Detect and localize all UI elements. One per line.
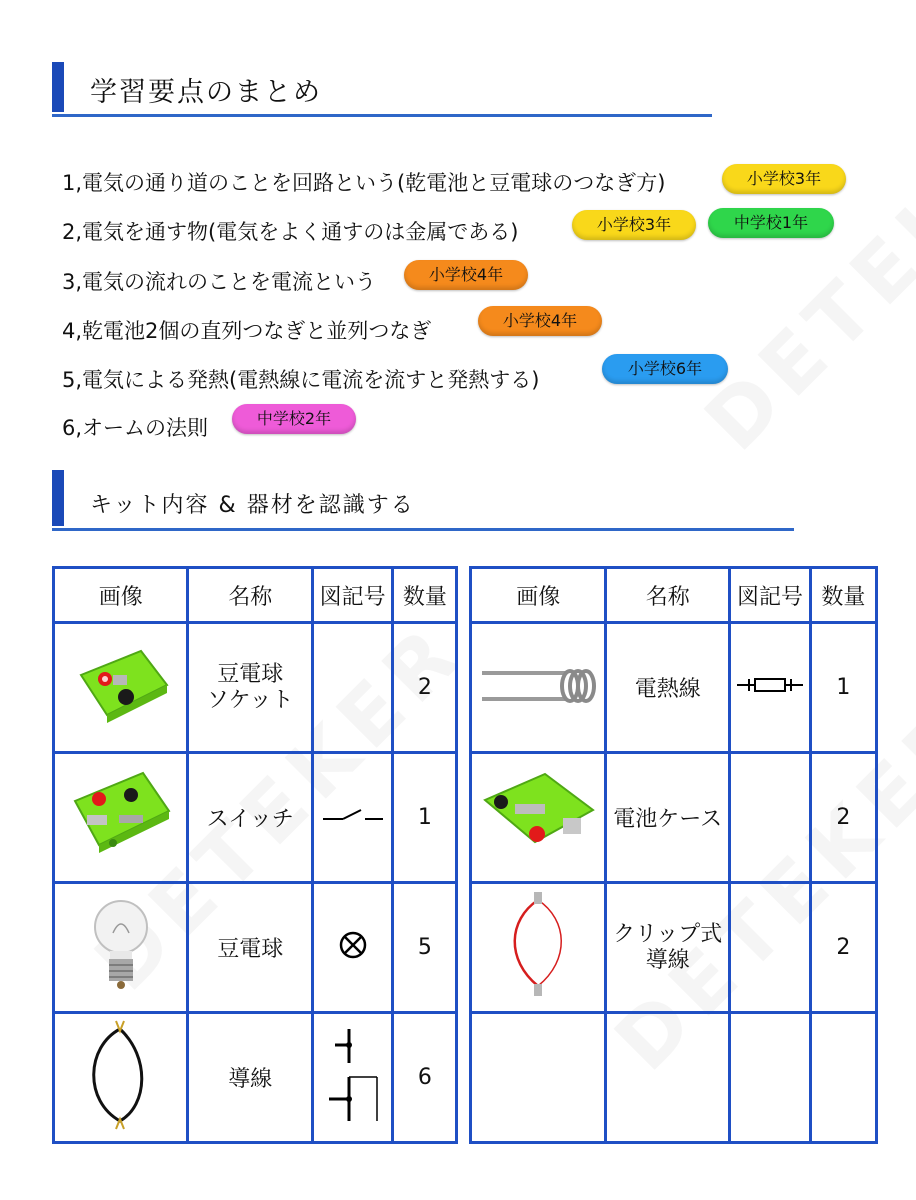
section-marker	[52, 470, 64, 526]
wire-symbol-icon	[312, 1013, 392, 1143]
switch-symbol-icon	[312, 753, 392, 883]
grade-badge: 小学校4年	[478, 306, 602, 336]
kit-table	[52, 566, 878, 1144]
table-gap	[457, 753, 471, 883]
item-qty: 1	[810, 623, 876, 753]
item-name: 豆電球 ソケット	[188, 623, 312, 753]
item-name: スイッチ	[188, 753, 312, 883]
table-row	[54, 753, 877, 883]
grade-badge: 小学校6年	[602, 354, 728, 384]
item-name: 電池ケース	[605, 753, 729, 883]
item-qty: 2	[393, 623, 457, 753]
grade-badge: 中学校1年	[708, 208, 834, 238]
item-name: 導線	[188, 1013, 312, 1143]
clip-wire-icon	[471, 883, 605, 1013]
item-name: クリップ式 導線	[605, 883, 729, 1013]
grade-badge: 小学校3年	[572, 210, 696, 240]
table-gap	[457, 1013, 471, 1143]
section-title: キット内容 & 器材を認識する	[90, 493, 415, 518]
section-title: 学習要点のまとめ	[90, 77, 322, 108]
empty-cell	[810, 1013, 876, 1143]
lamp-symbol-icon	[312, 883, 392, 1013]
header-symbol: 図記号	[730, 568, 810, 623]
grade-badge: 中学校2年	[232, 404, 356, 434]
point-text: 2,電気を通す物(電気をよく通すのは金属である)	[62, 220, 519, 244]
table-row	[54, 883, 877, 1013]
table-gap	[457, 883, 471, 1013]
point-text: 6,オームの法則	[62, 416, 209, 440]
table-gap	[457, 623, 471, 753]
point-text: 5,電気による発熱(電熱線に電流を流すと発熱する)	[62, 368, 540, 392]
section-marker	[52, 62, 64, 112]
table-row	[54, 1013, 877, 1143]
table-row	[54, 623, 877, 753]
light-bulb-icon	[54, 883, 188, 1013]
heating-coil-icon	[471, 623, 605, 753]
header-image: 画像	[471, 568, 605, 623]
header-image: 画像	[54, 568, 188, 623]
symbol-cell	[730, 753, 810, 883]
watermark	[687, 64, 916, 468]
battery-case-icon	[471, 753, 605, 883]
switch-board-icon	[54, 753, 188, 883]
bulb-socket-board-icon	[54, 623, 188, 753]
empty-cell	[605, 1013, 729, 1143]
table-header-row	[54, 568, 877, 623]
symbol-cell	[312, 623, 392, 753]
section-underline	[52, 114, 712, 117]
point-text: 1,電気の通り道のことを回路という(乾電池と豆電球のつなぎ方)	[62, 171, 666, 195]
item-name: 豆電球	[188, 883, 312, 1013]
header-name: 名称	[605, 568, 729, 623]
header-qty: 数量	[393, 568, 457, 623]
item-qty: 1	[393, 753, 457, 883]
item-qty: 2	[810, 883, 876, 1013]
table-gap	[457, 568, 471, 623]
point-text: 3,電気の流れのことを電流という	[62, 270, 377, 294]
header-symbol: 図記号	[312, 568, 392, 623]
empty-cell	[471, 1013, 605, 1143]
black-wire-icon	[54, 1013, 188, 1143]
header-name: 名称	[188, 568, 312, 623]
resistor-symbol-icon	[730, 623, 810, 753]
empty-cell	[730, 1013, 810, 1143]
item-qty: 6	[393, 1013, 457, 1143]
point-text: 4,乾電池2個の直列つなぎと並列つなぎ	[62, 319, 432, 343]
section-underline	[52, 528, 794, 531]
header-qty: 数量	[810, 568, 876, 623]
item-qty: 2	[810, 753, 876, 883]
item-qty: 5	[393, 883, 457, 1013]
grade-badge: 小学校4年	[404, 260, 528, 290]
symbol-cell	[730, 883, 810, 1013]
grade-badge: 小学校3年	[722, 164, 846, 194]
item-name: 電熱線	[605, 623, 729, 753]
